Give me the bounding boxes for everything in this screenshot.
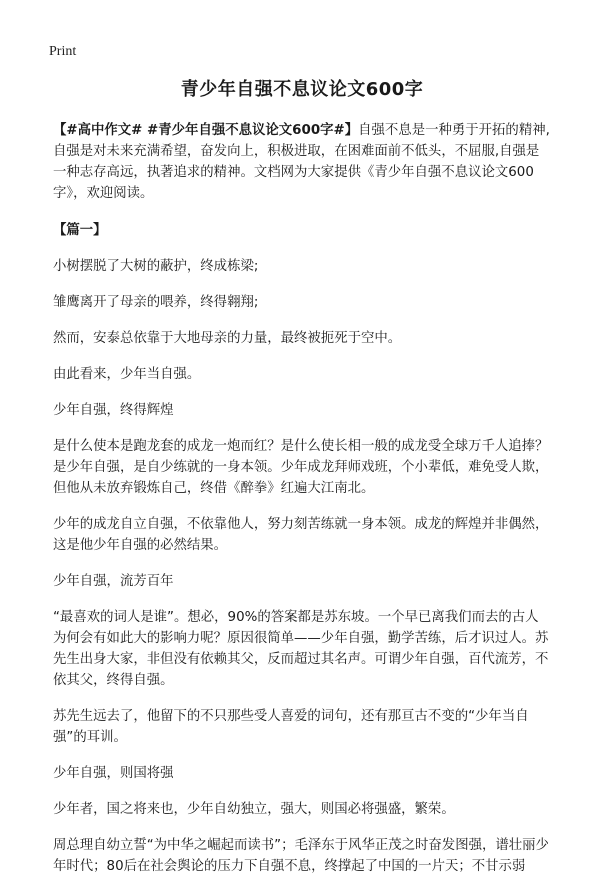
article-title: 青少年自强不息议论文600字 <box>180 79 424 100</box>
paragraph: “最喜欢的词人是谁”。想必，90%的答案都是苏东坡。一个早已离我们而去的古人为何会有如此大的影响力呢？原因很简单——少年自强，勤学苦练，后才识过人。苏先生出身大家，非但没有依赖其父，反而超过其名声。可谓少年自强，百代流芳，不依其父，终得自强。 <box>53 610 549 688</box>
intro-paragraph <box>53 120 551 204</box>
paragraph: 小树摆脱了大树的蔽护，终成栋梁; <box>53 259 259 274</box>
paragraph: 苏先生远去了，他留下的不只那些受人喜爱的词句，还有那亘古不变的“少年当自强”的耳训。 <box>53 709 529 745</box>
subheading: 少年自强，终得辉煌 <box>53 403 174 418</box>
article <box>53 78 551 892</box>
print-link[interactable]: Print <box>49 44 77 59</box>
paragraph: 然而，安泰总依靠于大地母亲的力量，最终被扼死于空中。 <box>53 331 402 346</box>
paragraph: 少年的成龙自立自强，不依靠他人，努力刻苦练就一身本领。成龙的辉煌并非偶然，这是他少年自强的必然结果。 <box>53 517 549 553</box>
section-heading: 【篇一】 <box>53 223 107 238</box>
paragraph: 由此看来，少年当自强。 <box>53 367 201 382</box>
paragraph: 周总理自幼立誓“为中华之崛起而读书”；毛泽东于风华正茂之时奋发图强，谱壮丽少年时代；80后在社会舆论的压力下自强不息，终撑起了中国的一片天；不甘示弱 <box>53 838 549 874</box>
paragraph: 雏鹰离开了母亲的喂养，终得翱翔; <box>53 295 259 310</box>
paragraph: 少年者，国之将来也，少年自幼独立，强大，则国必将强盛，繁荣。 <box>53 802 455 817</box>
subheading: 少年自强，则国将强 <box>53 766 174 781</box>
intro-text: 自强不息是一种勇于开拓的精神,自强是对未来充满希望，奋发向上，积极进取，在困难面前不低头，不屈服,自强是一种志存高远，执著追求的精神。文档网为大家提供《青少年自强不息议论文600字》，欢迎阅读。 <box>53 123 550 201</box>
paragraph: 是什么使本是跑龙套的成龙一炮而红？是什么使长相一般的成龙受全球万千人追捧？是少年自强，是自少练就的一身本领。少年成龙拜师戏班，个小辈低，难免受人欺，但他从未放弃锻炼自己，终借《醉拳》红遍大江南北。 <box>53 439 549 496</box>
subheading: 少年自强，流芳百年 <box>53 574 174 589</box>
intro-tags: 【#高中作文# #青少年自强不息议论文600字#】 <box>53 123 359 138</box>
